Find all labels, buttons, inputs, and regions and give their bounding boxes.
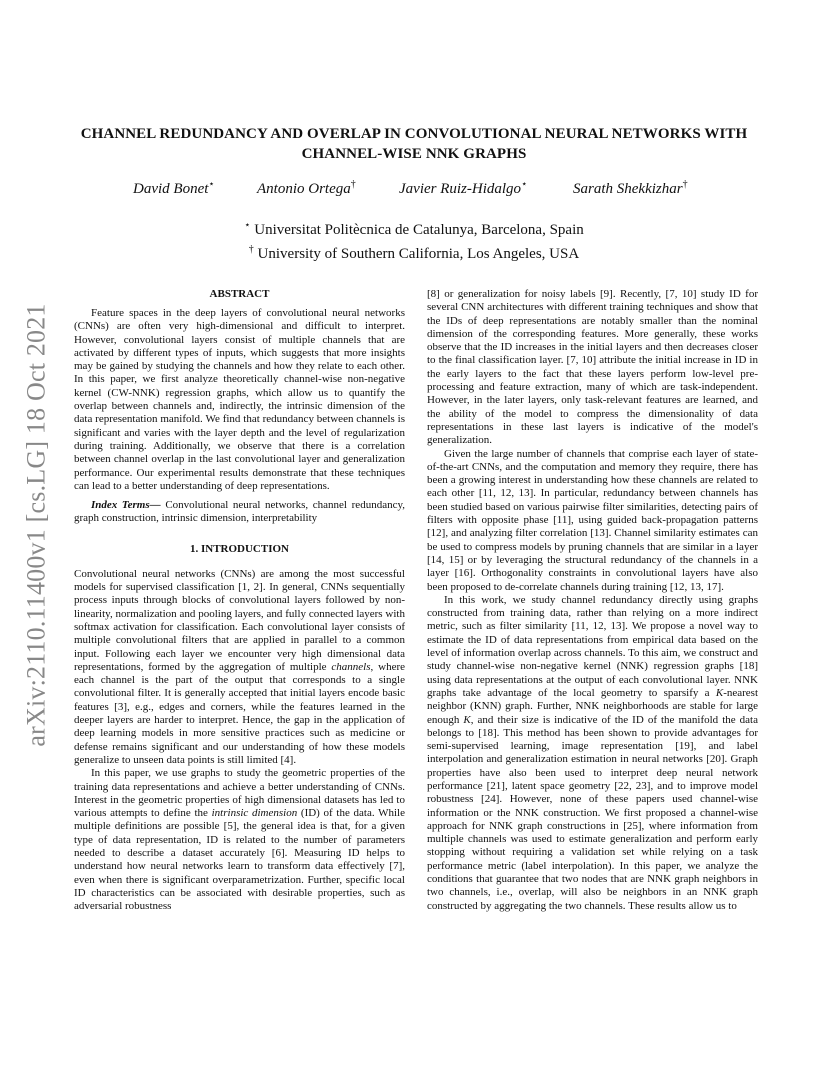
affiliation-2: † University of Southern California, Los Angeles, USA bbox=[248, 244, 580, 262]
affiliation-1: ⋆ Universitat Politècnica de Catalunya, Barcelona, Spain bbox=[244, 220, 584, 238]
left-column bbox=[74, 288, 405, 913]
author-1: David Bonet⋆ bbox=[133, 179, 215, 197]
intro-paragraph-2: In this paper, we use graphs to study the geometric properties of the training data representations and achieve a better understanding of CNNs. Interest in the geometric properties of high dimensional datasets has led to various attempts to define the intrinsic dimension (ID) of the data. While multiple definitions are possible [5], the general idea is that, for a given type of data representation, ID is related to the number of parameters needed to describe a dataset accurately [6]. Measuring ID helps to understand how neural networks learn to transform data effectively [7], even when there is significant overparametrization. Further, specific local ID characteristics can be associated with desirable properties, such as adversarial robustness bbox=[74, 767, 405, 913]
author-2: Antonio Ortega† bbox=[257, 179, 356, 197]
intro-paragraph-1: Convolutional neural networks (CNNs) are among the most successful models for supervised classification [1, 2]. In general, CNNs sequentially process inputs through blocks of convolutional layers followed by non-linearity, normalization and pooling layers, and fully connected layers with softmax activation for classification. Each convolutional layer consists of multiple convolutional filters that are applied in parallel to a common input. Following each layer we encounter very high dimensional data representations, formed by the aggregation of multiple channels, where each channel is the part of the output that corresponds to a single convolutional filter. It is generally accepted that initial layers encode basic features [3], e.g., edges and corners, while the features learned in the deeper layers are harder to interpret. Hence, the gap in the application of deep learning models in more sensitive practices such as medicine or defense remains significant and our understanding of how these models generalize to unseen data points is still limited [4]. bbox=[74, 567, 405, 766]
author-3: Javier Ruiz-Hidalgo⋆ bbox=[399, 179, 528, 197]
paper-title: CHANNEL REDUNDANCY AND OVERLAP IN CONVOLUTIONAL NEURAL NETWORKS WITH CHANNEL-WISE NNK GRAPHS bbox=[80, 126, 748, 162]
introduction-heading: 1. INTRODUCTION bbox=[189, 542, 289, 555]
intro-paragraph-4: In this work, we study channel redundancy directly using graphs constructed from training data, rather than relying on a more indirect metric, such as filter similarity [11, 12, 13]. We propose a novel way to estimate the ID of data representations from empirical data based on the level of information overlap across channels. To this aim, we construct and study channel-wise non-negative kernel (NNK) regression graphs [18] using data representations at the output of each convolutional layer. NNK graphs take advantage of the local geometry to sparsify a K-nearest neighbor (KNN) graph. Further, NNK neighborhoods are stable for large enough K, and their size is indicative of the ID of the manifold the data belongs to [18]. This method has been shown to provide advantages for semi-supervised learning, image representation [19], and label interpolation and generalization estimation in neural networks [20]. Graph properties have also been used to interpret deep neural network performance [21], latent space geometry [22, 23], and to improve model robustness [24]. However, none of these papers used channel-wise information or the NNK construction. We first proposed a channel-wise approach for NNK graph constructions in [25], where information from multiple channels was used to estimate generalization and perform early stopping without requiring a validation set while relying on a task performance metric (label interpolation). In this paper, we analyze the conditions that guarantee that two nodes that are NNK graph neighbors in two channels, i.e., overlap, will also be neighbors in an NNK graph constructed by aggregating the two channels. These results allow us to bbox=[427, 593, 758, 912]
arxiv-identifier-text: arXiv:2110.11400v1 [cs.LG] 18 Oct 2021 bbox=[22, 303, 52, 747]
right-column bbox=[427, 288, 758, 913]
abstract-text: Feature spaces in the deep layers of convolutional neural networks (CNNs) are often very high-dimensional and difficult to interpret. However, convolutional layers consist of multiple channels that are activated by different types of inputs, which suggests that more insights may be gained by studying the channels and how they relate to each other. In this paper, we first analyze theoretically channel-wise non-negative kernel (CW-NNK) regression graphs, which allow us to quantify the overlap between channels and, indirectly, the intrinsic dimension of the data representation manifold. We find that redundancy between channels is significant and varies with the layer depth and the level of regularization during training. Additionally, we observe that there is a correlation between channel overlap in the last convolutional layer and generalization performance. Our experimental results demonstrate that these techniques can lead to a better understanding of deep representations. bbox=[74, 307, 405, 492]
index-terms-text: Convolutional neural networks, channel redundancy, graph construction, intrinsic dimension, interpretability bbox=[74, 499, 405, 525]
intro-paragraph-3: Given the large number of channels that comprise each layer of state-of-the-art CNNs, and the computation and memory they require, there has been a growing interest in understanding how these channels are related to each other [11, 12, 13]. In particular, redundancy between channels has been studied based on various pairwise filter similarities, detecting pairs of filters with opposite phase [11], using guided back-propagation patterns [12], and analyzing filter correlation [13]. Channel similarity estimates can be used to compress models by pruning channels that are similar in a layer [14, 15] or by leveraging the structural redundancy of the channels in a layer [16]. Orthogonality constraints in convolutional layers have also been proposed to de-correlate channels during training [12, 13, 17]. bbox=[427, 447, 758, 593]
arxiv-identifier-stamp bbox=[20, 285, 54, 765]
author-4: Sarath Shekkizhar† bbox=[573, 179, 688, 197]
intro-paragraph-2-continued: [8] or generalization for noisy labels [9]. Recently, [7, 10] study ID for several CNN architectures with different training techniques and show that the IDs of deep representations are notably smaller than the nominal dimension of the corresponding features. More generally, these works observe that the ID increases in the initial layers and then decreases closer to the final classification layer. [7, 10] attribute the initial increase in ID in the early layers to the fact that these layers perform low-level pre-processing and feature extraction, many of which are task-independent. However, in the later layers, only task-relevant features are learned, and the ability of the model to compress the dimensionality of data representations in these last layers is indicative of the model's generalization. bbox=[427, 288, 758, 447]
abstract-heading: ABSTRACT bbox=[209, 288, 270, 300]
index-terms-label: Index Terms— bbox=[91, 499, 161, 512]
author-list bbox=[0, 179, 828, 199]
index-terms bbox=[74, 499, 405, 526]
affiliations bbox=[0, 216, 828, 264]
